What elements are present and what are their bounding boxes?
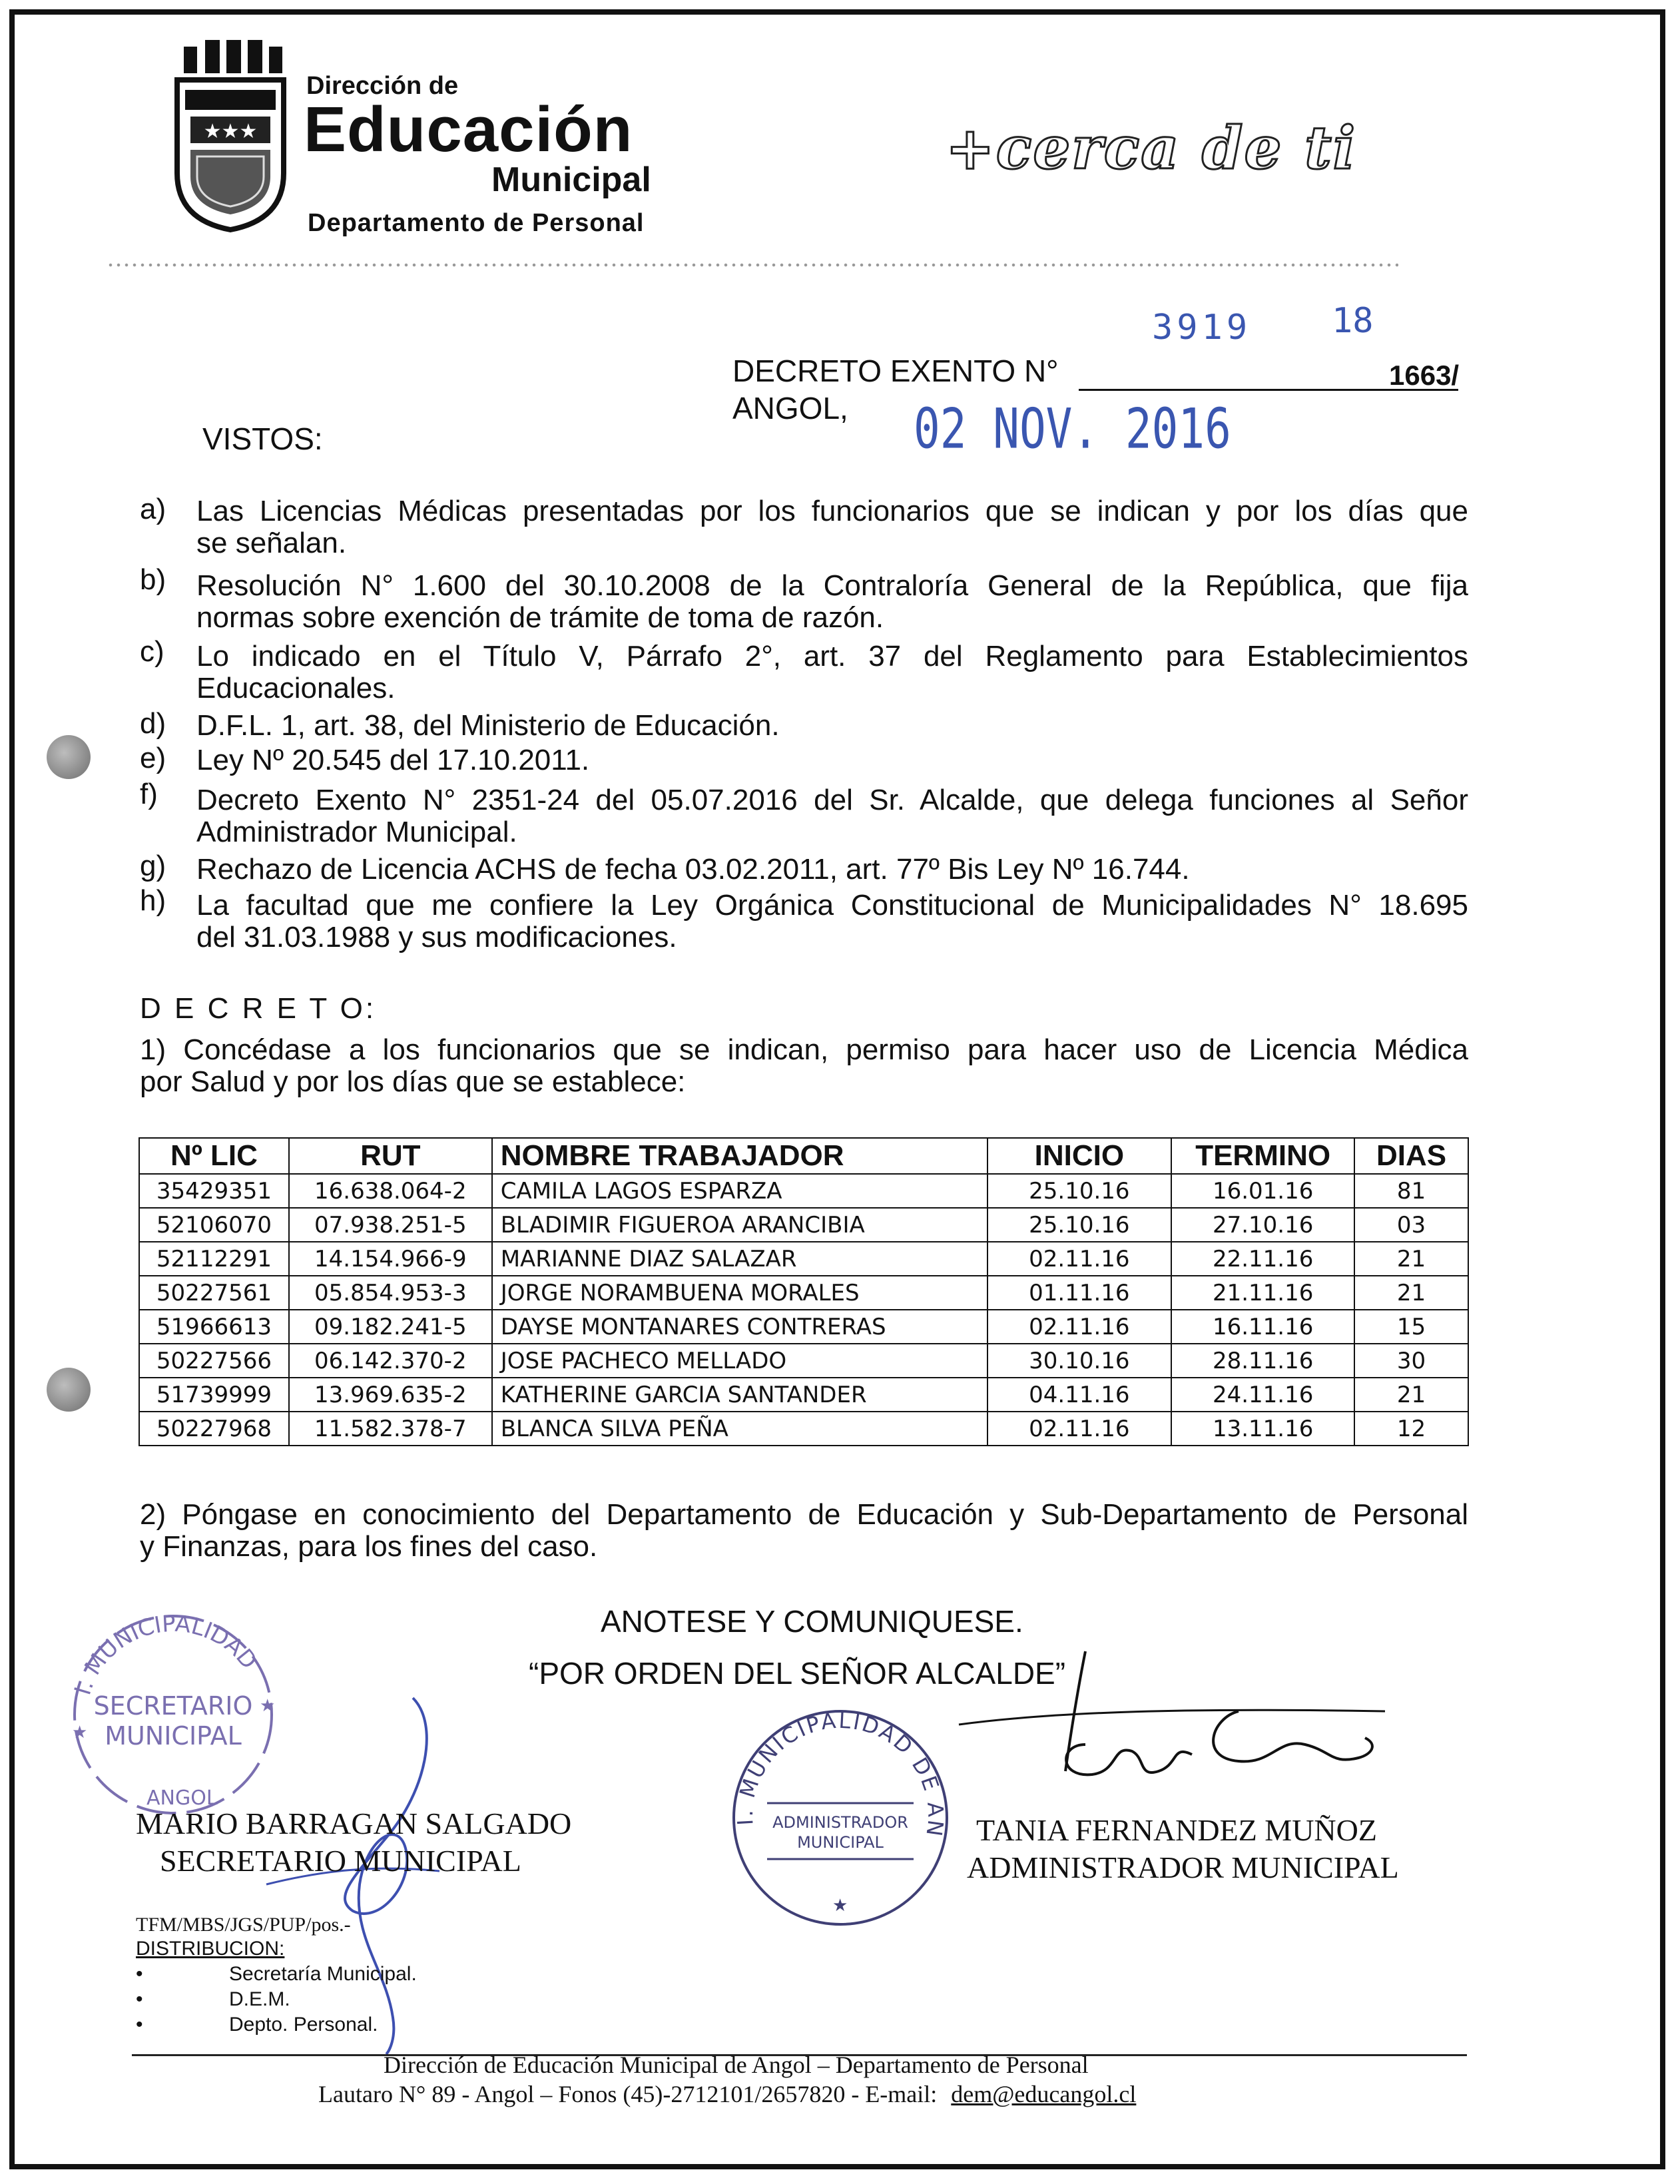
distribution-bullet: •: [136, 1988, 143, 2010]
place-label: ANGOL,: [732, 391, 848, 425]
col-header-termino: TERMINO: [1171, 1138, 1354, 1174]
vistos-letter-b: b): [140, 563, 166, 596]
decreto-section-title: D E C R E T O:: [140, 992, 377, 1025]
vistos-letter-d: d): [140, 707, 166, 740]
cell-inicio: 30.10.16: [987, 1344, 1172, 1378]
cell-nombre: MARIANNE DIAZ SALAZAR: [492, 1242, 987, 1276]
cell-nlic: 52112291: [139, 1242, 289, 1276]
date-stamp: 02 NOV. 2016: [914, 397, 1231, 461]
header-line1: Dirección de: [306, 72, 459, 100]
signatory-left-title: SECRETARIO MUNICIPAL: [160, 1844, 521, 1878]
cell-inicio: 25.10.16: [987, 1208, 1172, 1242]
cell-nombre: BLANCA SILVA PEÑA: [492, 1412, 987, 1446]
decreto-number: 1663/: [1389, 360, 1460, 391]
vistos-c-line2: Educacionales.: [196, 672, 396, 704]
cell-nlic: 51966613: [139, 1310, 289, 1344]
seal-left-line2: MUNICIPAL: [105, 1721, 242, 1751]
cell-nombre: BLADIMIR FIGUEROA ARANCIBIA: [492, 1208, 987, 1242]
vistos-e-line1: Ley Nº 20.545 del 17.10.2011.: [196, 744, 590, 776]
distribution-item: Depto. Personal.: [229, 2014, 378, 2036]
svg-text:★: ★: [72, 1723, 88, 1743]
decreto-p1-line2: por Salud y por los días que se establece:: [140, 1065, 686, 1098]
footer-address-text: Lautaro N° 89 - Angol – Fonos (45)-2712101/2657820 - E-mail:: [318, 2081, 938, 2107]
vistos-letter-c: c): [140, 635, 164, 668]
decreto-label: DECRETO EXENTO N°: [732, 354, 1059, 388]
signatory-right-name: TANIA FERNANDEZ MUÑOZ: [976, 1813, 1377, 1847]
vistos-b-line2: normas sobre exención de trámite de toma de razón.: [196, 601, 884, 634]
cell-termino: 13.11.16: [1171, 1412, 1354, 1446]
signature-right: [959, 1645, 1398, 1798]
seal-left-line1: SECRETARIO: [93, 1691, 253, 1721]
signatory-right-title: ADMINISTRADOR MUNICIPAL: [967, 1850, 1399, 1884]
svg-text:★: ★: [260, 1696, 276, 1716]
distribution-item: D.E.M.: [229, 1988, 290, 2010]
vistos-h-line2: del 31.03.1988 y sus modificaciones.: [196, 921, 677, 954]
cell-termino: 16.11.16: [1171, 1310, 1354, 1344]
seal-left-bottom: ANGOL: [146, 1786, 218, 1810]
cell-dias: 30: [1354, 1344, 1468, 1378]
vistos-letter-h: h): [140, 884, 166, 917]
table-row: [139, 1276, 1468, 1310]
distribution-bullet: •: [136, 2014, 143, 2036]
cell-nombre: KATHERINE GARCIA SANTANDER: [492, 1378, 987, 1412]
vistos-letter-e: e): [140, 742, 166, 774]
cell-inicio: 02.11.16: [987, 1412, 1172, 1446]
vistos-h-line1: La facultad que me confiere la Ley Orgánica Constitucional de Municipalidades N° 18.695: [196, 889, 1468, 922]
cell-rut: 07.938.251-5: [289, 1208, 492, 1242]
vistos-a-line2: se señalan.: [196, 527, 347, 559]
cell-termino: 28.11.16: [1171, 1344, 1354, 1378]
cell-nombre: JORGE NORAMBUENA MORALES: [492, 1276, 987, 1310]
cell-nlic: 50227968: [139, 1412, 289, 1446]
cell-termino: 16.01.16: [1171, 1174, 1354, 1208]
svg-text:I. MUNICIPALIDAD: [69, 1611, 262, 1699]
cell-inicio: 01.11.16: [987, 1276, 1172, 1310]
cell-nombre: JOSE PACHECO MELLADO: [492, 1344, 987, 1378]
vistos-f-line2: Administrador Municipal.: [196, 816, 517, 848]
cell-dias: 21: [1354, 1378, 1468, 1412]
svg-text:★★★: ★★★: [203, 120, 258, 143]
table-header-row: [139, 1138, 1468, 1174]
vistos-g-line1: Rechazo de Licencia ACHS de fecha 03.02.2011, art. 77º Bis Ley Nº 16.744.: [196, 853, 1190, 886]
decreto-p2-line1: 2) Póngase en conocimiento del Departamento de Educación y Sub-Departamento de Personal: [140, 1498, 1468, 1531]
col-header-inicio: INICIO: [987, 1138, 1172, 1174]
table-row: [139, 1174, 1468, 1208]
cell-nlic: 50227566: [139, 1344, 289, 1378]
cell-dias: 21: [1354, 1242, 1468, 1276]
cell-dias: 21: [1354, 1276, 1468, 1310]
cell-dias: 03: [1354, 1208, 1468, 1242]
vistos-title: VISTOS:: [202, 421, 323, 456]
table-row: [139, 1310, 1468, 1344]
slogan: +cerca de ti: [946, 113, 1357, 182]
cell-nombre: CAMILA LAGOS ESPARZA: [492, 1174, 987, 1208]
cell-termino: 21.11.16: [1171, 1276, 1354, 1310]
distribution-item: Secretaría Municipal.: [229, 1963, 417, 1985]
cell-rut: 16.638.064-2: [289, 1174, 492, 1208]
cell-rut: 13.969.635-2: [289, 1378, 492, 1412]
table-row: [139, 1378, 1468, 1412]
cell-dias: 15: [1354, 1310, 1468, 1344]
col-header-rut: RUT: [289, 1138, 492, 1174]
header-municipal: Municipal: [491, 160, 651, 199]
cell-termino: 22.11.16: [1171, 1242, 1354, 1276]
col-header-dias: DIAS: [1354, 1138, 1468, 1174]
licenses-table: [139, 1137, 1469, 1446]
cell-rut: 14.154.966-9: [289, 1242, 492, 1276]
header-dotted-divider: [107, 261, 1398, 269]
vistos-b-line1: Resolución N° 1.600 del 30.10.2008 de la Contraloría General de la República, que fija: [196, 569, 1468, 602]
decreto-p2-line2: y Finanzas, para los fines del caso.: [140, 1530, 598, 1563]
cell-inicio: 02.11.16: [987, 1310, 1172, 1344]
decreto-p1-line1: 1) Concédase a los funcionarios que se indican, permiso para hacer uso de Licencia Médica: [140, 1033, 1468, 1066]
administrador-seal: [717, 1685, 954, 1931]
distribution-initials: TFM/MBS/JGS/PUP/pos.-: [136, 1914, 351, 1936]
cell-rut: 09.182.241-5: [289, 1310, 492, 1344]
punch-hole-top: [47, 735, 91, 779]
footer-address: [318, 2080, 1136, 2108]
vistos-c-line1: Lo indicado en el Título V, Párrafo 2°, art. 37 del Reglamento para Establecimientos: [196, 640, 1468, 673]
closing-line1: ANOTESE Y COMUNIQUESE.: [601, 1604, 1023, 1639]
cell-nombre: DAYSE MONTANARES CONTRERAS: [492, 1310, 987, 1344]
distribution-bullet: •: [136, 1963, 143, 1985]
table-row: [139, 1208, 1468, 1242]
cell-nlic: 50227561: [139, 1276, 289, 1310]
header-educacion: Educación: [304, 94, 633, 165]
footer-email-link[interactable]: dem@educangol.cl: [951, 2081, 1137, 2107]
distribution-label: DISTRIBUCION:: [136, 1938, 285, 1960]
cell-rut: 06.142.370-2: [289, 1344, 492, 1378]
svg-text:★: ★: [832, 1896, 848, 1916]
cell-rut: 05.854.953-3: [289, 1276, 492, 1310]
header-department: Departamento de Personal: [308, 209, 645, 237]
cell-termino: 24.11.16: [1171, 1378, 1354, 1412]
col-header-nlic: Nº LIC: [139, 1138, 289, 1174]
vistos-letter-a: a): [140, 493, 166, 525]
cell-inicio: 02.11.16: [987, 1242, 1172, 1276]
cell-nlic: 35429351: [139, 1174, 289, 1208]
signatory-left-name: MARIO BARRAGAN SALGADO: [136, 1806, 572, 1840]
table-row: [139, 1344, 1468, 1378]
cell-dias: 81: [1354, 1174, 1468, 1208]
seal-right-arc: I. MUNICIPALIDAD DE ANGOL: [717, 1685, 949, 1840]
vistos-f-line1: Decreto Exento N° 2351-24 del 05.07.2016 del Sr. Alcalde, que delega funciones al Señor: [196, 784, 1468, 816]
stamp-number: 3919: [1152, 308, 1252, 348]
cell-dias: 12: [1354, 1412, 1468, 1446]
municipal-crest-logo: [170, 40, 290, 233]
vistos-a-line1: Las Licencias Médicas presentadas por los funcionarios que se indican y por los días que: [196, 495, 1468, 527]
seal-left-arc: I. MUNICIPALIDAD: [69, 1610, 262, 1699]
seal-right-line2: MUNICIPAL: [797, 1833, 884, 1852]
cell-termino: 27.10.16: [1171, 1208, 1354, 1242]
table-row: [139, 1412, 1468, 1446]
cell-inicio: 04.11.16: [987, 1378, 1172, 1412]
punch-hole-bottom: [47, 1368, 91, 1412]
vistos-letter-g: g): [140, 850, 166, 882]
closing-line2: “POR ORDEN DEL SEÑOR ALCALDE”: [529, 1656, 1066, 1691]
footer-line1: Dirección de Educación Municipal de Angol – Departamento de Personal: [384, 2051, 1089, 2078]
seal-right-line1: ADMINISTRADOR: [772, 1813, 908, 1832]
cell-nlic: 52106070: [139, 1208, 289, 1242]
cell-nlic: 51739999: [139, 1378, 289, 1412]
vistos-letter-f: f): [140, 778, 158, 810]
col-header-nombre: NOMBRE TRABAJADOR: [492, 1138, 987, 1174]
vistos-d-line1: D.F.L. 1, art. 38, del Ministerio de Educación.: [196, 709, 780, 742]
stamp-number-suffix: 18: [1332, 301, 1374, 341]
table-row: [139, 1242, 1468, 1276]
cell-inicio: 25.10.16: [987, 1174, 1172, 1208]
cell-rut: 11.582.378-7: [289, 1412, 492, 1446]
